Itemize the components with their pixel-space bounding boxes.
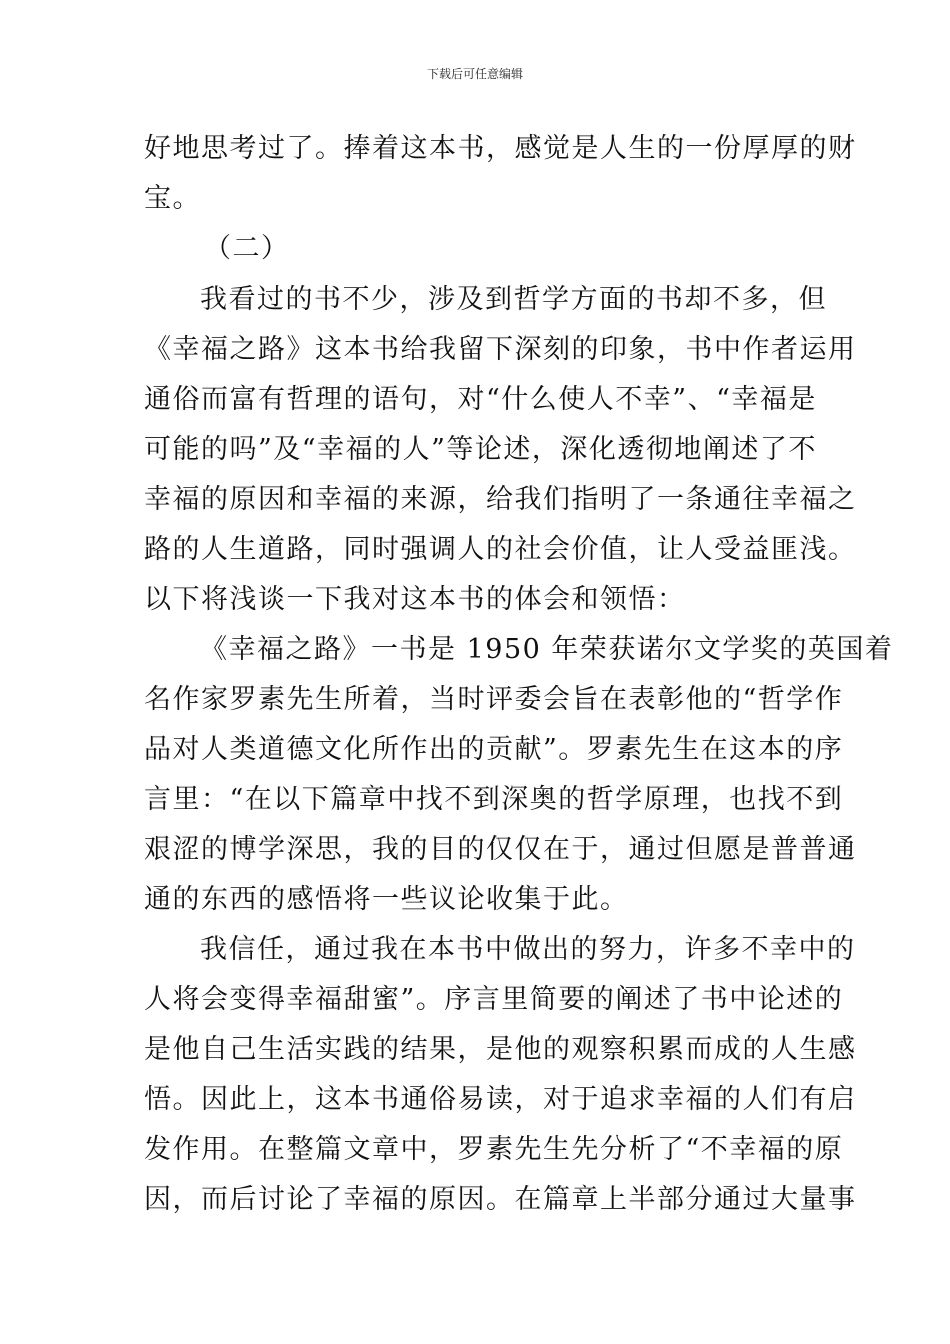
text-line: 因，而后讨论了幸福的原因。在篇章上半部分通过大量事 <box>144 1184 857 1215</box>
text-line: 发作用。在整篇文章中，罗素先生先分析了“不幸福的原 <box>144 1134 844 1165</box>
text-line: 《幸福之路》这本书给我留下深刻的印象，书中作者运用 <box>144 334 857 365</box>
text-line: 幸福的原因和幸福的来源，给我们指明了一条通往幸福之 <box>144 484 857 515</box>
text-line: 悟。因此上，这本书通俗易读，对于追求幸福的人们有启 <box>144 1084 857 1115</box>
text-line: 《幸福之路》一书是 1950 年荣获诺尔文学奖的英国着 <box>200 634 894 665</box>
text-line: 通的东西的感悟将一些议论收集于此。 <box>144 884 629 915</box>
text-line: 言里：“在以下篇章中找不到深奥的哲学原理，也找不到 <box>144 784 844 815</box>
text-line: 艰涩的博学深思，我的目的仅仅在于，通过但愿是普普通 <box>144 834 857 865</box>
text-line: 我看过的书不少，涉及到哲学方面的书却不多，但 <box>200 284 827 315</box>
section-heading: （二） <box>204 233 290 264</box>
text-line: 路的人生道路，同时强调人的社会价值，让人受益匪浅。 <box>144 534 857 565</box>
text-line: 是他自己生活实践的结果，是他的观察积累而成的人生感 <box>144 1034 857 1065</box>
text-line: 我信任，通过我在本书中做出的努力，许多不幸中的 <box>200 934 856 965</box>
text-line: 宝。 <box>144 183 201 214</box>
text-line: 以下将浅谈一下我对这本书的体会和领悟： <box>144 584 686 615</box>
text-line: 名作家罗素先生所着，当时评委会旨在表彰他的“哲学作 <box>144 684 844 715</box>
text-line: 可能的吗”及“幸福的人”等论述，深化透彻地阐述了不 <box>144 434 817 465</box>
text-line: 人将会变得幸福甜蜜”。序言里简要的阐述了书中论述的 <box>144 984 844 1015</box>
page-header-note: 下载后可任意编辑 <box>426 67 523 81</box>
text-line: 通俗而富有哲理的语句，对“什么使人不幸”、“幸福是 <box>144 384 817 415</box>
text-line: 好地思考过了。捧着这本书，感觉是人生的一份厚厚的财 <box>144 133 857 164</box>
text-line: 品对人类道德文化所作出的贡献”。罗素先生在这本的序 <box>144 734 844 765</box>
